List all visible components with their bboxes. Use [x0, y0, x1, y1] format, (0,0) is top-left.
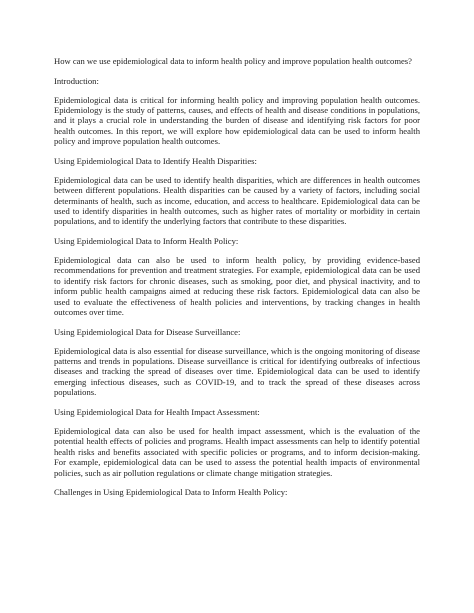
section-heading: Introduction: [54, 75, 99, 86]
section-heading: Using Epidemiological Data for Health Impact Assessment: [54, 407, 260, 418]
section-introduction [54, 76, 420, 147]
section-paragraph: Epidemiological data can be used to identify health disparities, which are differences in health outcomes between different populations. Health disparities can be caused by a variety of factors, including social determinants of health, such as income, education, and access to healthcare. Epidemiological data can be used to identify disparities in health outcomes, such as higher rates of mortality or morbidity in certain populations, and to identify the underlying factors that contribute to these disparities. [54, 174, 420, 227]
section-paragraph: Epidemiological data is critical for informing health policy and improving population health outcomes. Epidemiology is the study of patterns, causes, and effects of health and disease conditions in populations, and it plays a crucial role in understanding the burden of disease and identifying risk factors for poor health outcomes. In this report, we will explore how epidemiological data can be used to inform health policy and improve population health outcomes. [54, 94, 420, 147]
section-heading: Using Epidemiological Data to Identify Health Disparities: [54, 156, 257, 167]
section-health-impact-assessment [54, 407, 420, 478]
section-disease-surveillance [54, 327, 420, 398]
section-heading: Using Epidemiological Data to Inform Health Policy: [54, 236, 239, 247]
document-page [54, 56, 420, 506]
document-title: How can we use epidemiological data to inform health policy and improve population health outcomes? [54, 56, 412, 66]
section-health-disparities [54, 156, 420, 227]
section-paragraph: Epidemiological data can also be used to inform health policy, by providing evidence-based recommendations for prevention and treatment strategies. For example, epidemiological data can be used to identify risk factors for chronic diseases, such as smoking, poor diet, and physical inactivity, and to inform public health campaigns aimed at reducing these risk factors. Epidemiological data can also be used to evaluate the effectiveness of health policies and interventions, by tracking changes in health outcomes over time. [54, 255, 420, 318]
section-heading: Challenges in Using Epidemiological Data to Inform Health Policy: [54, 487, 288, 498]
section-challenges [54, 487, 420, 497]
section-heading: Using Epidemiological Data for Disease Surveillance: [54, 326, 241, 337]
section-paragraph: Epidemiological data is also essential for disease surveillance, which is the ongoing monitoring of disease patterns and trends in populations. Disease surveillance is critical for identifying outbreaks of infectious diseases and tracking the spread of diseases over time. Epidemiological data can be used to identify emerging infectious diseases, such as COVID-19, and to track the spread of these diseases across populations. [54, 345, 420, 398]
section-health-policy [54, 236, 420, 317]
section-paragraph: Epidemiological data can also be used for health impact assessment, which is the evaluation of the potential health effects of policies and programs. Health impact assessments can help to identify potential health risks and benefits associated with specific policies or programs, and to inform decision-making. For example, epidemiological data can be used to assess the potential health impacts of environmental policies, such as air pollution regulations or climate change mitigation strategies. [54, 425, 420, 478]
